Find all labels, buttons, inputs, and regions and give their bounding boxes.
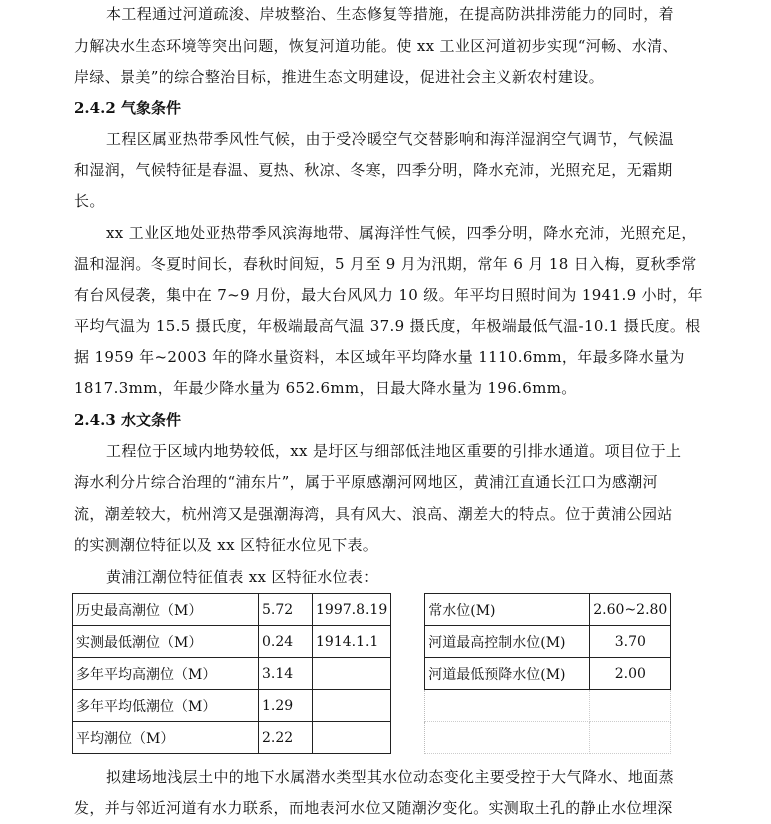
paragraph-line: 长。 (74, 192, 105, 210)
table-row (73, 594, 671, 626)
tide-date-cell (313, 658, 391, 690)
tide-date-cell: 1914.1.1 (313, 626, 391, 658)
water-level-label-cell: 河道最高控制水位(M) (425, 626, 590, 658)
paragraph-line: 本工程通过河道疏浚、岸坡整治、生态修复等措施，在提高防洪排涝能力的同时，着 (106, 5, 674, 23)
paragraph-line: 拟建场地浅层土中的地下水属潜水类型其水位动态变化主要受控于大气降水、地面蒸 (106, 768, 674, 786)
table-row (73, 658, 671, 690)
paragraph-line: 工程位于区域内地势较低，xx 是圩区与细部低洼地区重要的引排水通道。项目位于上 (106, 442, 682, 460)
tide-value-cell: 1.29 (259, 690, 313, 722)
paragraph-line: 平均气温为 15.5 摄氏度，年极端最高气温 37.9 摄氏度，年极端最低气温-10.1 摄氏度。根 (74, 317, 701, 335)
water-level-label-cell (425, 690, 590, 722)
paragraph-line: xx 工业区地处亚热带季风滨海地带、属海洋性气候，四季分明，降水充沛，光照充足， (106, 224, 697, 242)
water-level-label-cell: 常水位(M) (425, 594, 590, 626)
tide-label-cell: 多年平均高潮位（M） (73, 658, 259, 690)
table-gap-cell (391, 690, 425, 722)
water-level-value-cell (590, 690, 671, 722)
tide-date-cell (313, 722, 391, 754)
table-caption: 黄浦江潮位特征值表 xx 区特征水位表： (106, 568, 379, 586)
water-level-table (72, 593, 671, 754)
paragraph-line: 有台风侵袭，集中在 7~9 月份，最大台风风力 10 级。年平均日照时间为 1941.9 小时，年 (74, 286, 703, 304)
section-heading-climate: 2.4.2 气象条件 (74, 99, 181, 117)
tide-value-cell: 5.72 (259, 594, 313, 626)
table-gap-cell (391, 594, 425, 626)
table-gap-cell (391, 722, 425, 754)
tide-label-cell: 历史最高潮位（M） (73, 594, 259, 626)
section-heading-hydrology: 2.4.3 水文条件 (74, 411, 181, 429)
tide-label-cell: 实测最低潮位（M） (73, 626, 259, 658)
paragraph-line: 据 1959 年~2003 年的降水量资料，本区域年平均降水量 1110.6mm，年最多降水量为 (74, 348, 685, 366)
tide-date-cell: 1997.8.19 (313, 594, 391, 626)
tide-label-cell: 多年平均低潮位（M） (73, 690, 259, 722)
paragraph-line: 岸绿、景美”的综合整治目标，推进生态文明建设，促进社会主义新农村建设。 (74, 68, 604, 86)
paragraph-line: 1817.3mm，年最少降水量为 652.6mm，日最大降水量为 196.6mm。 (74, 379, 577, 397)
paragraph-line: 力解决水生态环境等突出问题，恢复河道功能。使 xx 工业区河道初步实现“河畅、水清、 (74, 37, 678, 55)
paragraph-line: 工程区属亚热带季风性气候，由于受冷暖空气交替影响和海洋湿润空气调节，气候温 (106, 130, 674, 148)
water-level-value-cell: 3.70 (590, 626, 671, 658)
water-level-value-cell (590, 722, 671, 754)
table-gap-cell (391, 626, 425, 658)
table-row (73, 722, 671, 754)
water-level-value-cell: 2.60~2.80 (590, 594, 671, 626)
water-level-label-cell: 河道最低预降水位(M) (425, 658, 590, 690)
water-level-label-cell (425, 722, 590, 754)
tide-label-cell: 平均潮位（M） (73, 722, 259, 754)
tide-value-cell: 0.24 (259, 626, 313, 658)
paragraph-line: 海水利分片综合治理的“浦东片”，属于平原感潮河网地区，黄浦江直通长江口为感潮河 (74, 473, 658, 491)
tide-value-cell: 2.22 (259, 722, 313, 754)
paragraph-line: 温和湿润。冬夏时间长，春秋时间短，5 月至 9 月为汛期，常年 6 月 18 日入梅，夏秋季常 (74, 255, 697, 273)
table-gap-cell (391, 658, 425, 690)
tide-date-cell (313, 690, 391, 722)
paragraph-line: 流，潮差较大，杭州湾又是强潮海湾，具有风大、浪高、潮差大的特点。位于黄浦公园站 (74, 505, 673, 523)
table-row (73, 626, 671, 658)
tide-value-cell: 3.14 (259, 658, 313, 690)
paragraph-line: 和湿润，气候特征是春温、夏热、秋凉、冬寒，四季分明，降水充沛，光照充足，无霜期 (74, 161, 673, 179)
table-row (73, 690, 671, 722)
paragraph-line: 发，并与邻近河道有水力联系，而地表河水位又随潮汐变化。实测取土孔的静止水位埋深 (74, 799, 673, 817)
paragraph-line: 的实测潮位特征以及 xx 区特征水位见下表。 (74, 536, 379, 554)
water-level-value-cell: 2.00 (590, 658, 671, 690)
